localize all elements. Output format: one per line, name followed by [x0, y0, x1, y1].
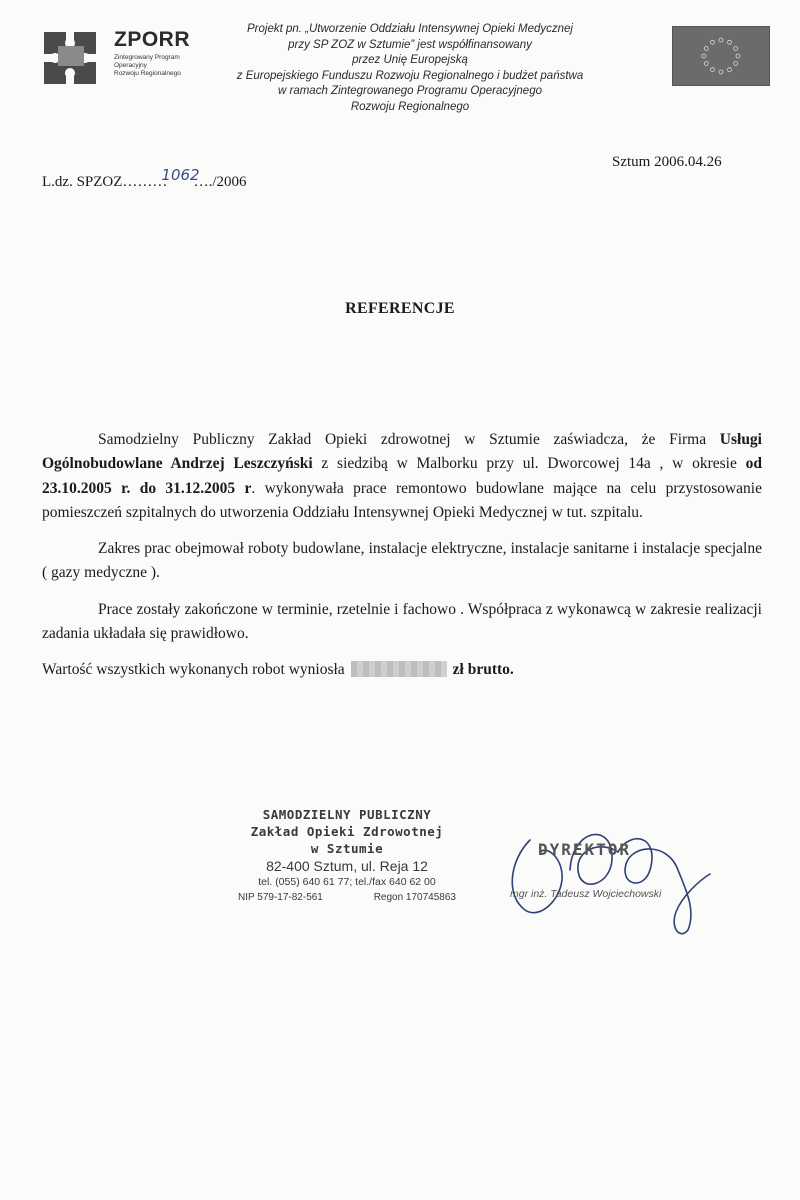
- zporr-logo: [40, 24, 200, 84]
- institution-stamp: SAMODZIELNY PUBLICZNY Zakład Opieki Zdrowotnej w Sztumie 82-400 Sztum, ul. Reja 12 tel. (055) 640 61 77; tel./fax 640 62 00 NIP 579-17-82-561 Regon 170745863: [238, 807, 456, 903]
- project-statement: Projekt pn. „Utworzenie Oddziału Intensywnej Opieki Medycznej przy SP ZOZ w Sztumie” jest współfinansowany przez Unię Europejską z Europejskiego Funduszu Rozwoju Regionalnego i budżet państwa w ramach Zintegrowanego Programu Operacyjnego Rozwoju Regionalnego: [236, 23, 584, 113]
- director-name: mgr inż. Tadeusz Wojciechowski: [510, 888, 662, 900]
- handwritten-signature: [500, 800, 720, 940]
- paragraph-3: Prace zostały zakończone w terminie, rzetelnie i fachowo . Współpraca z wykonawcą w zakresie realizacji zadania układała się prawidłowo.: [42, 600, 762, 643]
- letter-body: [42, 428, 762, 695]
- redacted-amount: [351, 661, 447, 677]
- director-stamp: DYREKTOR: [538, 840, 632, 859]
- logo-subtitle: Zintegrowany Program Operacyjny Rozwoju Regionalnego: [114, 54, 181, 77]
- paragraph-1: Samodzielny Publiczny Zakład Opieki zdrowotnej w Sztumie zaświadcza, że Firma Usługi Ogólnobudowlane Andrzej Leszczyński z siedzibą w Malborku przy ul. Dworcowej 14a , w okresie od 23.10.2005 r. do 31.12.2005 r. wykonywała prace remontowo budowlane mające na celu przystosowanie pomieszczeń szpitalnych do utworzenia Oddziału Intensywnej Opieki Medycznej w tut. szpitalu.: [42, 431, 762, 521]
- logo-title: ZPORR: [114, 28, 190, 51]
- eu-flag-icon: [672, 26, 770, 86]
- document-date: Sztum 2006.04.26: [612, 154, 722, 170]
- handwritten-number: 1062: [161, 166, 200, 184]
- puzzle-logo-icon: [40, 28, 102, 84]
- paragraph-2: Zakres prac obejmował roboty budowlane, instalacje elektryczne, instalacje sanitarne i instalacje specjalne ( gazy medyczne ).: [42, 540, 762, 582]
- company-name: Usługi Ogólnobudowlane Andrzej Leszczyński: [42, 431, 762, 473]
- paragraph-4: Wartość wszystkich wykonanych robot wyniosła zł brutto.: [42, 661, 514, 679]
- work-period: od 23.10.2005 r. do 31.12.2005 r: [42, 455, 762, 497]
- document-heading: REFERENCJE: [345, 300, 455, 317]
- reference-number: L.dz. SPZOZ………1062…./2006: [42, 166, 247, 190]
